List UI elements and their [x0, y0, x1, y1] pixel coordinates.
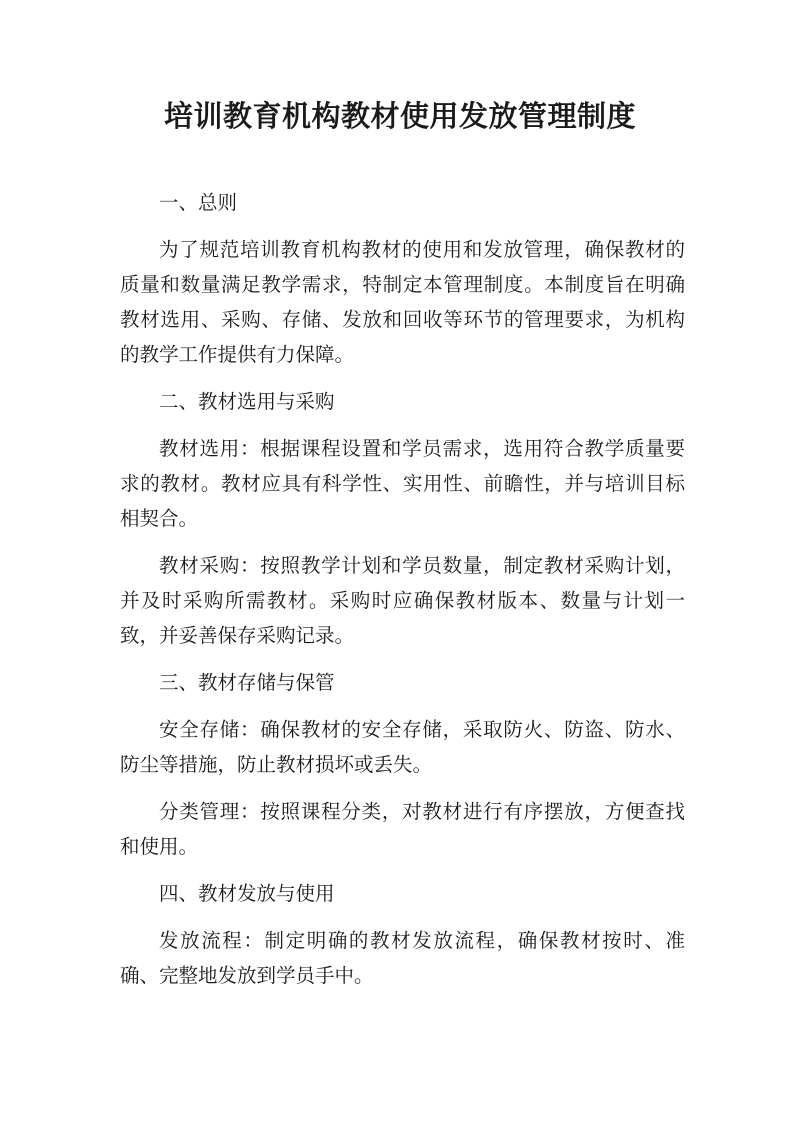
paragraph-textbook-purchase: 教材采购：按照教学计划和学员数量，制定教材采购计划，并及时采购所需教材。采购时应确保教材版本、数量与计划一致，并妥善保存采购记录。	[120, 554, 685, 647]
paragraph-safe-storage: 安全存储：确保教材的安全存储，采取防火、防盗、防水、防尘等措施，防止教材损坏或丢失。	[120, 718, 685, 776]
paragraph-category-management: 分类管理：按照课程分类，对教材进行有序摆放，方便查找和使用。	[120, 800, 685, 858]
document-title: 培训教育机构教材使用发放管理制度	[163, 99, 636, 133]
section-heading-distribution: 四、教材发放与使用	[159, 882, 335, 905]
paragraph-general-purpose: 为了规范培训教育机构教材的使用和发放管理，确保教材的质量和数量满足教学需求，特制定本管理制度。本制度旨在明确教材选用、采购、存储、发放和回收等环节的管理要求，为机构的教学工作提供有力保障。	[120, 238, 685, 366]
paragraph-textbook-selection: 教材选用：根据课程设置和学员需求，选用符合教学质量要求的教材。教材应具有科学性、实用性、前瞻性，并与培训目标相契合。	[120, 437, 685, 530]
paragraph-distribution-process: 发放流程：制定明确的教材发放流程，确保教材按时、准确、完整地发放到学员手中。	[120, 929, 685, 987]
section-heading-general: 一、总则	[159, 191, 238, 214]
section-heading-storage: 三、教材存储与保管	[159, 671, 335, 694]
section-heading-selection-purchase: 二、教材选用与采购	[159, 390, 335, 413]
document-body	[120, 185, 685, 1005]
